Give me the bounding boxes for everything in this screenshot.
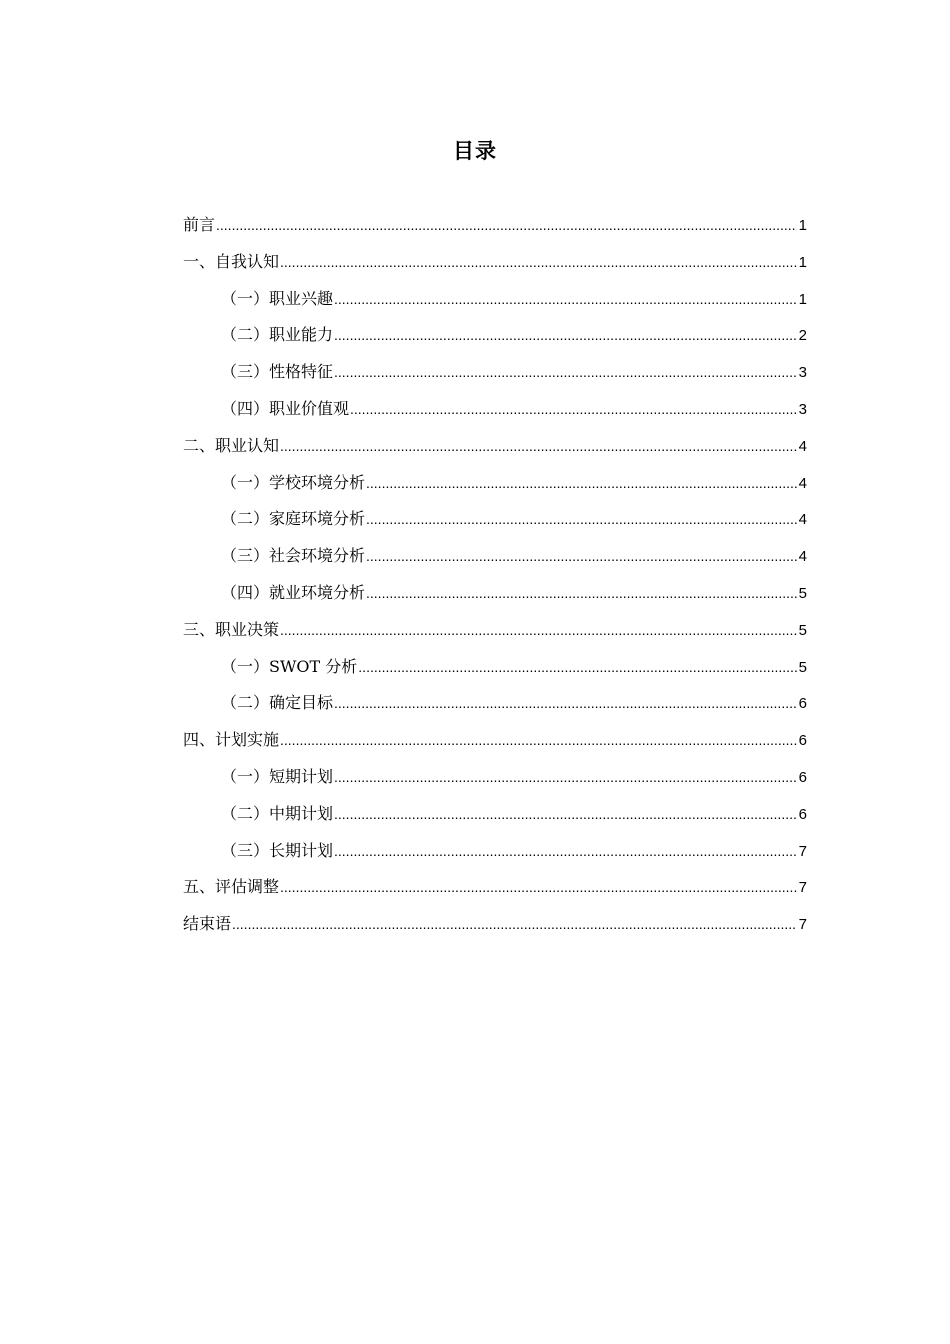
toc-entry-label: （二）确定目标 <box>221 693 334 713</box>
toc-leader-dots <box>334 685 797 722</box>
toc-entry-page: 1 <box>798 290 807 308</box>
toc-entry[interactable] <box>183 906 807 943</box>
toc-leader-dots <box>280 722 797 759</box>
toc-entry-page: 3 <box>798 364 807 382</box>
toc-entry[interactable] <box>183 501 807 538</box>
toc-entry-page: 7 <box>798 879 807 897</box>
toc-entry-page: 6 <box>798 805 807 823</box>
toc-entry-page: 1 <box>798 217 807 234</box>
toc-entry[interactable] <box>183 722 807 759</box>
toc-leader-dots <box>334 354 797 391</box>
toc-entry[interactable] <box>183 759 807 796</box>
toc-entry-page: 4 <box>798 474 807 492</box>
toc-leader-dots <box>280 612 797 649</box>
toc-leader-dots <box>280 428 797 465</box>
toc-entry[interactable] <box>183 685 807 722</box>
toc-entry-page: 6 <box>798 732 807 750</box>
toc-entry-label: （一）短期计划 <box>221 766 334 786</box>
toc-entry-label: （四）就业环境分析 <box>221 582 366 602</box>
toc-entry-page: 3 <box>798 400 807 418</box>
toc-entry-page: 1 <box>798 253 807 271</box>
toc-entry-label: （二）职业能力 <box>221 325 334 345</box>
toc-entry-label: （二）中期计划 <box>221 803 334 823</box>
toc-entry-page: 2 <box>798 327 807 345</box>
toc-leader-dots <box>280 869 797 906</box>
toc-entry-label: （一）职业兴趣 <box>221 288 334 308</box>
toc-leader-dots <box>350 391 797 428</box>
toc-entry-page: 4 <box>798 437 807 455</box>
toc-entry[interactable] <box>183 281 807 318</box>
toc-entry[interactable] <box>183 465 807 502</box>
toc-entry[interactable] <box>183 317 807 354</box>
toc-entry-page: 7 <box>798 842 807 860</box>
toc-entry-page: 5 <box>798 584 807 602</box>
toc-entry[interactable] <box>183 833 807 870</box>
toc-entry-page: 7 <box>798 916 807 934</box>
toc-entry-label: （四）职业价值观 <box>221 398 350 418</box>
toc-entry-label: 二、职业认知 <box>183 435 280 455</box>
toc-entry-label: （三）长期计划 <box>221 840 334 860</box>
toc-entry-page: 6 <box>798 695 807 713</box>
toc-leader-dots <box>366 465 797 502</box>
toc-entry-label: （三）性格特征 <box>221 362 334 382</box>
toc-entry-label: （三）社会环境分析 <box>221 546 366 566</box>
toc-title: 目录 <box>453 139 497 163</box>
toc-leader-dots <box>232 906 797 943</box>
toc-entry-label: （一）学校环境分析 <box>221 472 366 492</box>
toc-entry-label: 三、职业决策 <box>183 619 280 639</box>
toc-list <box>183 207 807 943</box>
toc-entry-label: （二）家庭环境分析 <box>221 509 366 529</box>
toc-leader-dots <box>334 759 797 796</box>
toc-leader-dots <box>358 649 797 686</box>
toc-entry-page: 6 <box>798 768 807 786</box>
toc-entry-page: 5 <box>798 658 807 676</box>
toc-leader-dots <box>366 538 797 575</box>
toc-leader-dots <box>334 796 797 833</box>
toc-leader-dots <box>334 281 797 318</box>
toc-entry[interactable] <box>183 207 807 244</box>
toc-entry-label: 四、计划实施 <box>183 730 280 750</box>
toc-entry[interactable] <box>183 391 807 428</box>
toc-entry[interactable] <box>183 869 807 906</box>
toc-entry-page: 4 <box>798 548 807 566</box>
toc-entry-page: 4 <box>798 511 807 529</box>
toc-leader-dots <box>366 501 797 538</box>
toc-entry[interactable] <box>183 575 807 612</box>
toc-leader-dots <box>216 207 797 244</box>
toc-entry[interactable] <box>183 428 807 465</box>
toc-entry-page: 5 <box>798 621 807 639</box>
toc-leader-dots <box>334 317 797 354</box>
toc-entry[interactable] <box>183 612 807 649</box>
toc-entry-label: 一、自我认知 <box>183 251 280 271</box>
toc-leader-dots <box>366 575 797 612</box>
toc-entry-label: （一）SWOT 分析 <box>221 656 358 676</box>
toc-entry[interactable] <box>183 649 807 686</box>
toc-entry-label: 结束语 <box>183 914 232 934</box>
toc-entry[interactable] <box>183 244 807 281</box>
toc-leader-dots <box>280 244 797 281</box>
toc-entry[interactable] <box>183 538 807 575</box>
toc-entry-label: 前言 <box>183 215 216 234</box>
toc-entry-label: 五、评估调整 <box>183 877 280 897</box>
toc-leader-dots <box>334 833 797 870</box>
toc-entry[interactable] <box>183 354 807 391</box>
toc-entry[interactable] <box>183 796 807 833</box>
